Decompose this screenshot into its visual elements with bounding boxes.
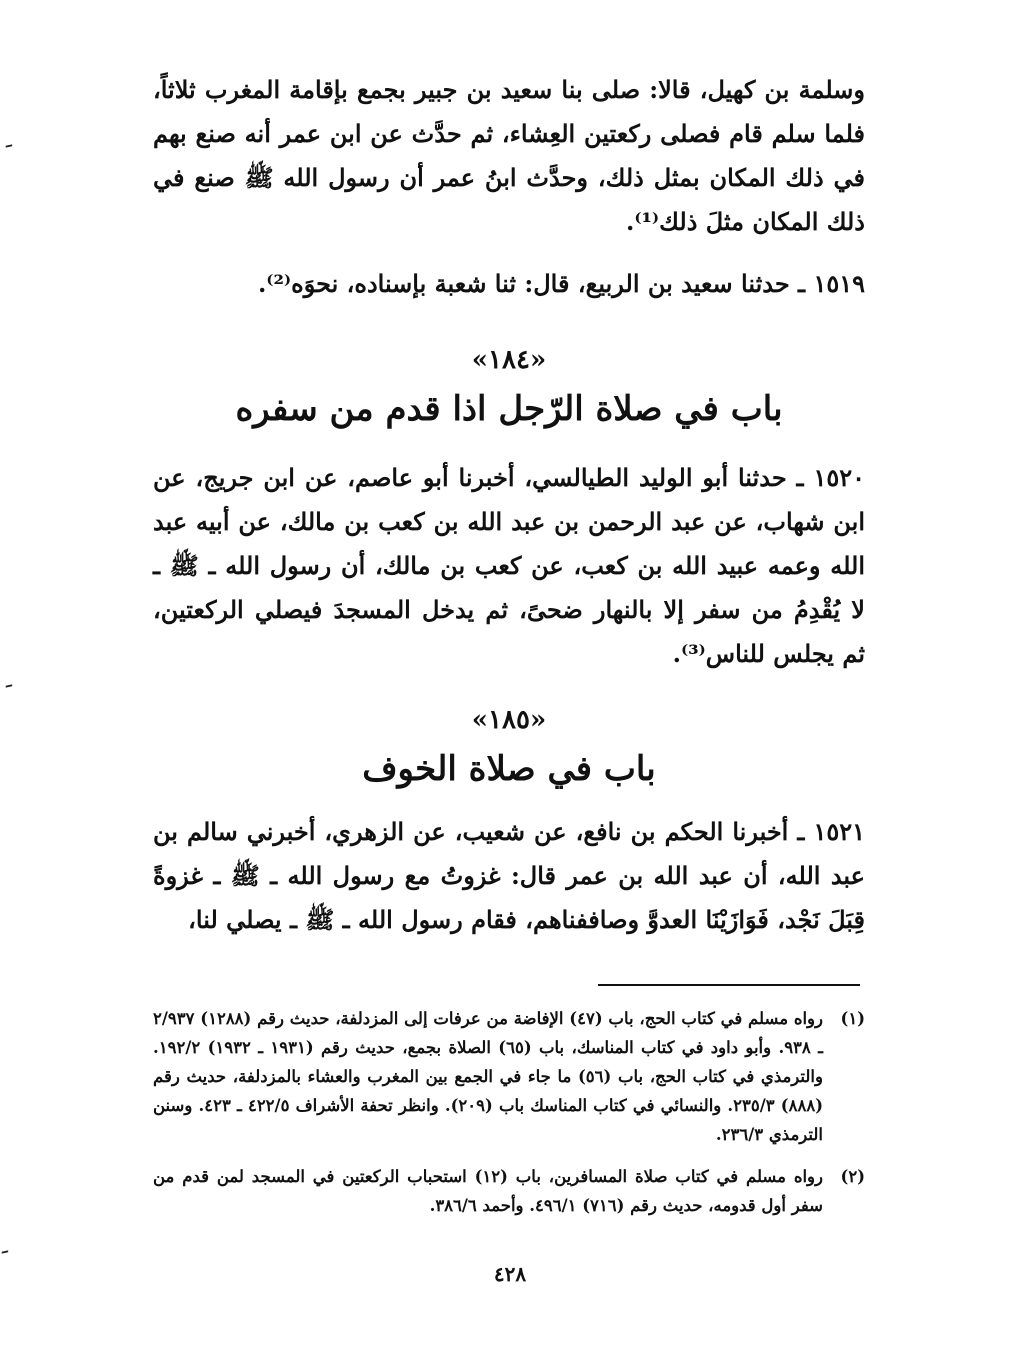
hadith-1519: ١٥١٩ ـ حدثنا سعيد بن الربيع، قال: ثنا شعبة بإسناده، نحوَه⁽²⁾. <box>257 269 865 298</box>
section-heading: باب في صلاة الخوف <box>362 749 656 789</box>
footnote-text: رواه مسلم في كتاب الحج، باب (٤٧) الإفاضة من عرفات إلى المزدلفة، حديث رقم (١٢٨٨) ٢/٩٣٧ ـ ٩٣٨. وأبو داود في كتاب المناسك، باب (٦٥) الصلاة بجمع، حديث رقم (١٩٣١ ـ ١٩٣٢) ١٩٢/٢. والترمذي في كتاب الحج، باب (٥٦) ما جاء في الجمع بين المغرب والعشاء بالمزدلفة، حديث رقم (٨٨٨) ٢٣٥/٣. والنسائي في كتاب المناسك باب (٢٠٩). وانظر تحفة الأشراف ٤٢٢/٥ ـ ٤٢٣. وسنن الترمذي ٢٣٦/٣. <box>153 1009 823 1144</box>
page-number: ٤٢٨ <box>493 1262 527 1286</box>
text-paragraph: وسلمة بن كهيل، قالا: صلى بنا سعيد بن جبير بجمع بإقامة المغرب ثلاثاً، فلما سلم قام فصلى ركعتين العِشاء، ثم حدَّث عن ابن عمر أنه صنع بهم في ذلك المكان بمثل ذلك، وحدَّث ابنُ عمر أن رسول الله ﷺ صنع في ذلك المكان مثلَ ذلك⁽¹⁾. <box>153 75 865 236</box>
hadith-1521: ١٥٢١ ـ أخبرنا الحكم بن نافع، عن شعيب، عن الزهري، أخبرني سالم بن عبد الله، أن عبد الله بن عمر قال: غزوتُ مع رسول الله ـ ﷺ ـ غزوةً قِبَلَ نَجْد، فَوَازَيْنَا العدوَّ وصاففناهم، فقام رسول الله ـ ﷺ ـ يصلي لنا، <box>153 817 865 934</box>
footnote-text: رواه مسلم في كتاب صلاة المسافرين، باب (١٢) استحباب الركعتين في المسجد لمن قدم من سفر أول قدومه، حديث رقم (٧١٦) ٤٩٦/١. وأحمد ٣٨٦/٦. <box>153 1167 823 1215</box>
footnote <box>153 1004 865 1149</box>
hadith-1520: ١٥٢٠ ـ حدثنا أبو الوليد الطيالسي، أخبرنا أبو عاصم، عن ابن جريج، عن ابن شهاب، عن عبد الرحمن بن عبد الله بن كعب بن مالك، عن أبيه عبد الله وعمه عبيد الله بن كعب، عن كعب بن مالك، أن رسول الله ـ ﷺ ـ لا يُقْدِمُ من سفر إلا بالنهار ضحىً، ثم يدخل المسجدَ فيصلي الركعتين، ثم يجلس للناس⁽³⁾. <box>153 463 865 668</box>
margin-mark: ﹶ <box>6 680 12 704</box>
section-number: «١٨٥» <box>471 705 547 735</box>
footnote-divider <box>598 984 860 986</box>
footnote <box>153 1162 865 1220</box>
margin-mark: ﹶ <box>2 1246 8 1270</box>
footnote-number: (١) <box>840 1009 865 1028</box>
footnote-number: (٢) <box>840 1167 865 1186</box>
section-heading: باب في صلاة الرّجل اذا قدم من سفره <box>235 389 783 429</box>
margin-mark: ﹶ <box>6 140 12 164</box>
section-number: «١٨٤» <box>471 345 547 375</box>
